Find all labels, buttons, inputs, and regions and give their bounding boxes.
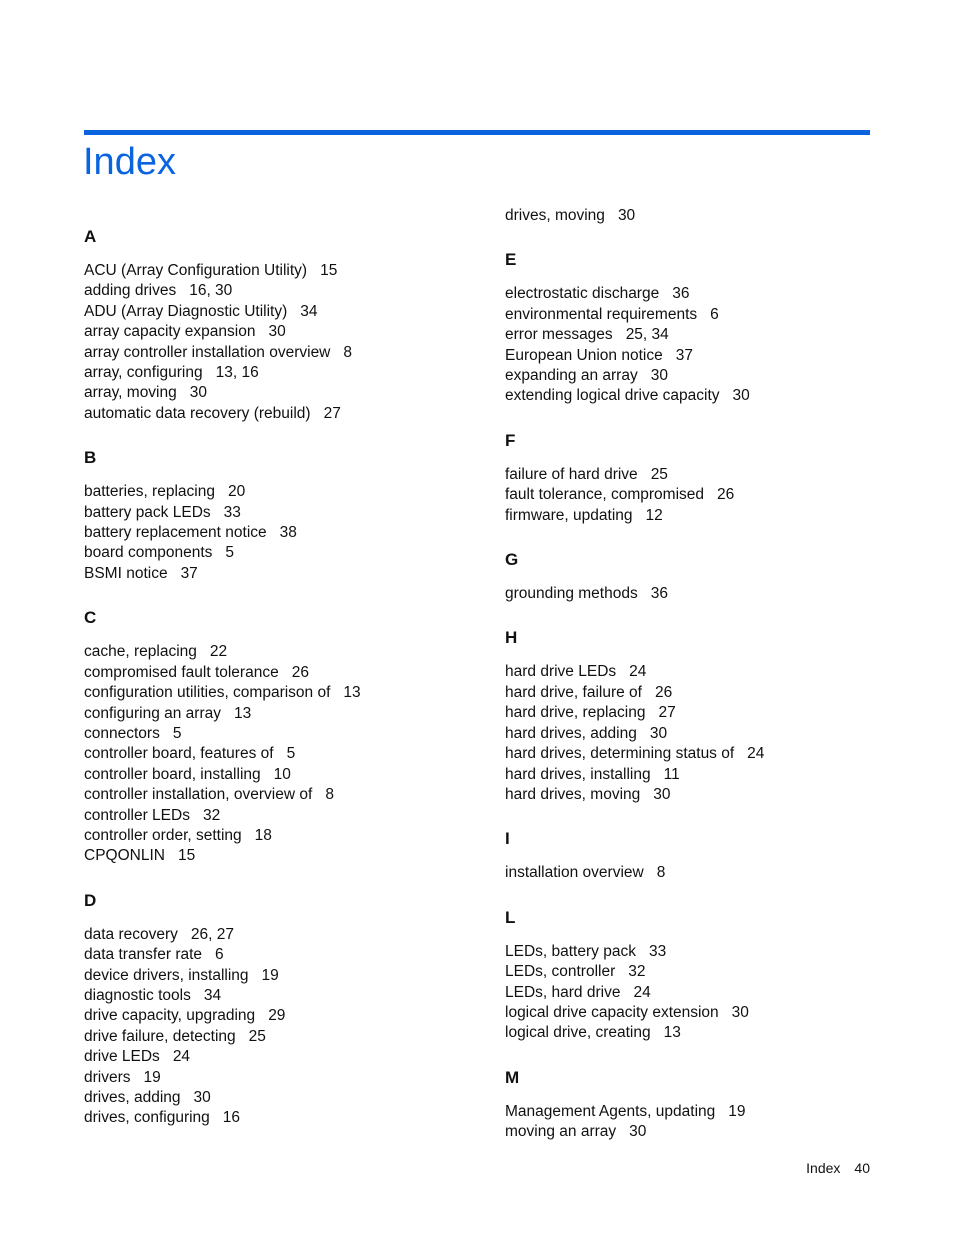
index-section	[505, 549, 905, 604]
index-column-right	[505, 206, 905, 1166]
index-page-ref: 13	[234, 704, 252, 722]
section-letter: F	[505, 430, 516, 450]
index-page-ref: 37	[180, 564, 198, 582]
index-term: installation overview	[505, 864, 644, 882]
index-entry	[84, 261, 484, 281]
index-entry	[84, 383, 484, 403]
index-page-ref: 27	[323, 404, 341, 422]
index-page-ref: 30	[193, 1089, 211, 1106]
index-entry	[84, 1047, 484, 1067]
index-term: electrostatic discharge	[505, 285, 660, 303]
index-page-ref: 36	[672, 285, 690, 303]
index-term: expanding an array	[505, 367, 638, 385]
index-column-left	[84, 226, 484, 1152]
index-entry	[84, 343, 484, 363]
index-page-ref: 8	[656, 864, 666, 882]
index-term: array controller installation overview	[84, 343, 331, 361]
index-term: fault tolerance, compromised	[505, 486, 705, 504]
index-entry	[84, 826, 484, 846]
page-footer	[806, 1158, 870, 1178]
section-letter: B	[84, 448, 97, 468]
index-page-ref: 20	[227, 483, 246, 501]
index-section	[84, 607, 484, 866]
index-term: configuring an array	[84, 704, 221, 722]
index-term: array capacity expansion	[84, 323, 256, 341]
index-entry	[84, 806, 484, 826]
index-entry	[84, 744, 484, 764]
index-entry	[505, 465, 905, 485]
index-entry	[505, 206, 905, 226]
index-term: hard drives, adding	[505, 724, 637, 742]
index-entry	[84, 482, 484, 502]
index-entry	[505, 662, 905, 682]
index-page-ref: 11	[663, 765, 680, 783]
index-term: batteries, replacing	[84, 483, 215, 501]
index-page-ref: 27	[658, 704, 676, 722]
index-section	[505, 828, 905, 883]
index-page-ref: 26, 27	[190, 925, 235, 943]
index-entry	[505, 346, 905, 366]
index-page-ref: 24	[633, 983, 651, 1001]
section-letter: H	[505, 628, 518, 648]
index-section	[84, 226, 484, 424]
index-term: hard drive, failure of	[505, 683, 642, 701]
index-page-ref: 34	[300, 302, 318, 320]
index-entry	[84, 724, 484, 744]
index-entry	[84, 704, 484, 724]
index-term: firmware, updating	[505, 506, 633, 524]
index-page-ref: 24	[172, 1048, 191, 1066]
index-entry	[84, 785, 484, 805]
index-term: European Union notice	[505, 346, 663, 364]
index-entry	[505, 506, 905, 526]
index-entry	[84, 925, 484, 945]
index-page-ref: 16	[222, 1109, 241, 1127]
index-term: hard drives, moving	[505, 785, 641, 803]
index-page-ref: 25	[650, 465, 668, 483]
index-page-ref: 30	[649, 724, 668, 742]
index-entry	[84, 663, 484, 683]
index-entry	[505, 1102, 905, 1122]
index-term: data transfer rate	[84, 946, 203, 964]
index-page-ref: 22	[209, 643, 228, 661]
index-term: controller installation, overview of	[84, 786, 313, 804]
index-term: hard drives, determining status of	[505, 745, 735, 763]
index-page-ref: 32	[628, 963, 646, 981]
index-page-ref: 25	[248, 1027, 266, 1045]
index-entry	[505, 305, 905, 325]
index-term: LEDs, battery pack	[505, 942, 636, 960]
index-term: automatic data recovery (rebuild)	[84, 404, 311, 422]
index-page-ref: 15	[320, 262, 338, 279]
index-term: drivers	[84, 1068, 131, 1086]
index-term: controller order, setting	[84, 826, 242, 844]
index-entry	[84, 1027, 484, 1047]
index-entry	[84, 363, 484, 383]
section-letter: L	[505, 907, 516, 927]
index-term: drives, configuring	[84, 1109, 210, 1127]
index-page-ref: 16, 30	[189, 282, 233, 300]
index-page-ref: 38	[279, 524, 297, 542]
index-page-ref: 8	[325, 786, 334, 804]
index-section	[505, 430, 905, 526]
index-page-ref: 19	[728, 1102, 746, 1120]
section-letter: M	[505, 1067, 520, 1087]
index-entry	[84, 281, 484, 301]
index-page-ref: 30	[732, 387, 750, 405]
index-entry	[84, 986, 484, 1006]
index-page-ref: 34	[203, 986, 222, 1004]
index-entry	[84, 1108, 484, 1128]
index-entry	[84, 765, 484, 785]
index-page-ref: 18	[254, 826, 272, 844]
index-term: grounding methods	[505, 585, 638, 603]
index-section	[84, 447, 484, 584]
index-term: battery pack LEDs	[84, 503, 211, 521]
index-section	[505, 907, 905, 1044]
index-entry	[505, 1023, 905, 1043]
index-term: error messages	[505, 326, 613, 344]
index-page-ref: 26	[291, 663, 309, 681]
index-term: ACU (Array Configuration Utility)	[84, 262, 308, 279]
index-term: device drivers, installing	[84, 966, 249, 984]
index-page-ref: 24	[747, 745, 765, 763]
index-term: drive failure, detecting	[84, 1027, 236, 1045]
index-entry	[84, 503, 484, 523]
index-page-ref: 33	[223, 503, 241, 521]
index-entry	[84, 846, 484, 866]
index-entry	[505, 325, 905, 345]
section-letter: I	[505, 829, 510, 849]
section-letter: G	[505, 550, 519, 570]
index-entry	[505, 942, 905, 962]
index-entry	[505, 1122, 905, 1142]
index-term: controller LEDs	[84, 806, 190, 824]
index-term: configuration utilities, comparison of	[84, 684, 331, 702]
index-term: cache, replacing	[84, 643, 197, 661]
index-page-ref: 6	[710, 305, 719, 323]
index-entry	[505, 703, 905, 723]
index-page-ref: 13	[343, 684, 361, 702]
index-term: controller board, installing	[84, 765, 261, 783]
index-section	[505, 206, 905, 226]
index-page-ref: 30	[189, 384, 207, 402]
footer-label: Index	[806, 1160, 841, 1176]
index-page-ref: 26	[655, 683, 673, 701]
index-entry	[505, 284, 905, 304]
index-section	[505, 627, 905, 805]
index-page-ref: 30	[650, 367, 668, 385]
index-entry	[505, 683, 905, 703]
index-entry	[84, 642, 484, 662]
index-page-ref: 29	[268, 1007, 286, 1025]
index-page-ref: 12	[645, 506, 663, 524]
index-page-ref: 13, 16	[215, 364, 259, 382]
index-entry	[84, 543, 484, 563]
index-term: drive capacity, upgrading	[84, 1007, 256, 1025]
index-page-ref: 32	[202, 806, 221, 824]
index-term: drives, adding	[84, 1089, 181, 1106]
index-page-ref: 30	[617, 207, 636, 224]
index-term: array, moving	[84, 384, 177, 402]
index-entry	[84, 945, 484, 965]
index-page-ref: 33	[648, 942, 667, 960]
index-entry	[84, 302, 484, 322]
page-title: Index	[83, 141, 176, 183]
index-entry	[84, 1068, 484, 1088]
index-term: board components	[84, 544, 213, 562]
section-letter: D	[84, 890, 97, 910]
index-term: LEDs, hard drive	[505, 983, 621, 1001]
index-term: logical drive capacity extension	[505, 1003, 719, 1021]
index-term: data recovery	[84, 925, 178, 943]
index-entry	[84, 564, 484, 584]
index-term: hard drive LEDs	[505, 663, 617, 681]
index-page-ref: 19	[143, 1068, 161, 1086]
index-page-ref: 19	[261, 966, 279, 984]
index-page-ref: 26	[717, 486, 735, 504]
index-term: logical drive, creating	[505, 1024, 651, 1042]
index-entry	[84, 1088, 484, 1108]
index-page-ref: 24	[629, 663, 647, 681]
section-letter: C	[84, 608, 97, 628]
index-term: BSMI notice	[84, 564, 168, 582]
index-page-ref: 25, 34	[625, 326, 669, 344]
index-entry	[505, 1003, 905, 1023]
index-page-ref: 36	[650, 585, 668, 603]
index-entry	[505, 724, 905, 744]
index-term: battery replacement notice	[84, 524, 267, 542]
index-section	[505, 249, 905, 406]
index-term: hard drives, installing	[505, 765, 651, 783]
index-entry	[505, 485, 905, 505]
index-entry	[84, 966, 484, 986]
index-term: failure of hard drive	[505, 465, 638, 483]
index-page-ref: 5	[286, 745, 296, 763]
index-term: diagnostic tools	[84, 986, 191, 1004]
index-entry	[84, 1006, 484, 1026]
index-entry	[84, 523, 484, 543]
index-page-ref: 5	[172, 724, 182, 742]
footer-page-number: 40	[854, 1160, 870, 1176]
index-page-ref: 8	[343, 343, 353, 361]
index-term: environmental requirements	[505, 305, 698, 323]
index-page-ref: 30	[629, 1123, 647, 1141]
index-term: array, configuring	[84, 364, 203, 382]
index-term: moving an array	[505, 1123, 617, 1141]
index-term: hard drive, replacing	[505, 704, 646, 722]
index-entry	[505, 366, 905, 386]
index-entry	[505, 386, 905, 406]
index-entry	[84, 683, 484, 703]
index-page-ref: 37	[675, 346, 693, 364]
section-letter: E	[505, 250, 517, 270]
index-entry	[84, 322, 484, 342]
index-page-ref: 6	[215, 946, 224, 964]
section-letter: A	[84, 227, 97, 246]
index-entry	[505, 584, 905, 604]
index-page-ref: 10	[273, 765, 291, 783]
index-entry	[505, 863, 905, 883]
index-term: LEDs, controller	[505, 963, 616, 981]
index-section	[505, 1067, 905, 1143]
index-term: ADU (Array Diagnostic Utility)	[84, 302, 288, 320]
index-term: Management Agents, updating	[505, 1102, 716, 1120]
index-page-ref: 15	[177, 847, 196, 865]
index-section	[84, 890, 484, 1129]
index-entry	[505, 744, 905, 764]
index-term: extending logical drive capacity	[505, 387, 720, 405]
index-page-ref: 30	[268, 323, 286, 341]
index-term: compromised fault tolerance	[84, 663, 279, 681]
index-entry	[84, 404, 484, 424]
index-entry	[505, 983, 905, 1003]
index-entry	[505, 785, 905, 805]
index-term: connectors	[84, 724, 160, 742]
index-page-ref: 30	[731, 1003, 749, 1021]
index-term: CPQONLIN	[84, 847, 165, 865]
index-term: drive LEDs	[84, 1048, 160, 1066]
title-rule	[84, 130, 870, 135]
index-page-ref: 13	[663, 1024, 681, 1042]
index-term: drives, moving	[505, 207, 605, 224]
index-term: adding drives	[84, 282, 177, 300]
index-page-ref: 5	[225, 544, 235, 562]
index-term: controller board, features of	[84, 745, 274, 763]
index-entry	[505, 962, 905, 982]
index-page-ref: 30	[653, 785, 671, 803]
index-entry	[505, 765, 905, 785]
